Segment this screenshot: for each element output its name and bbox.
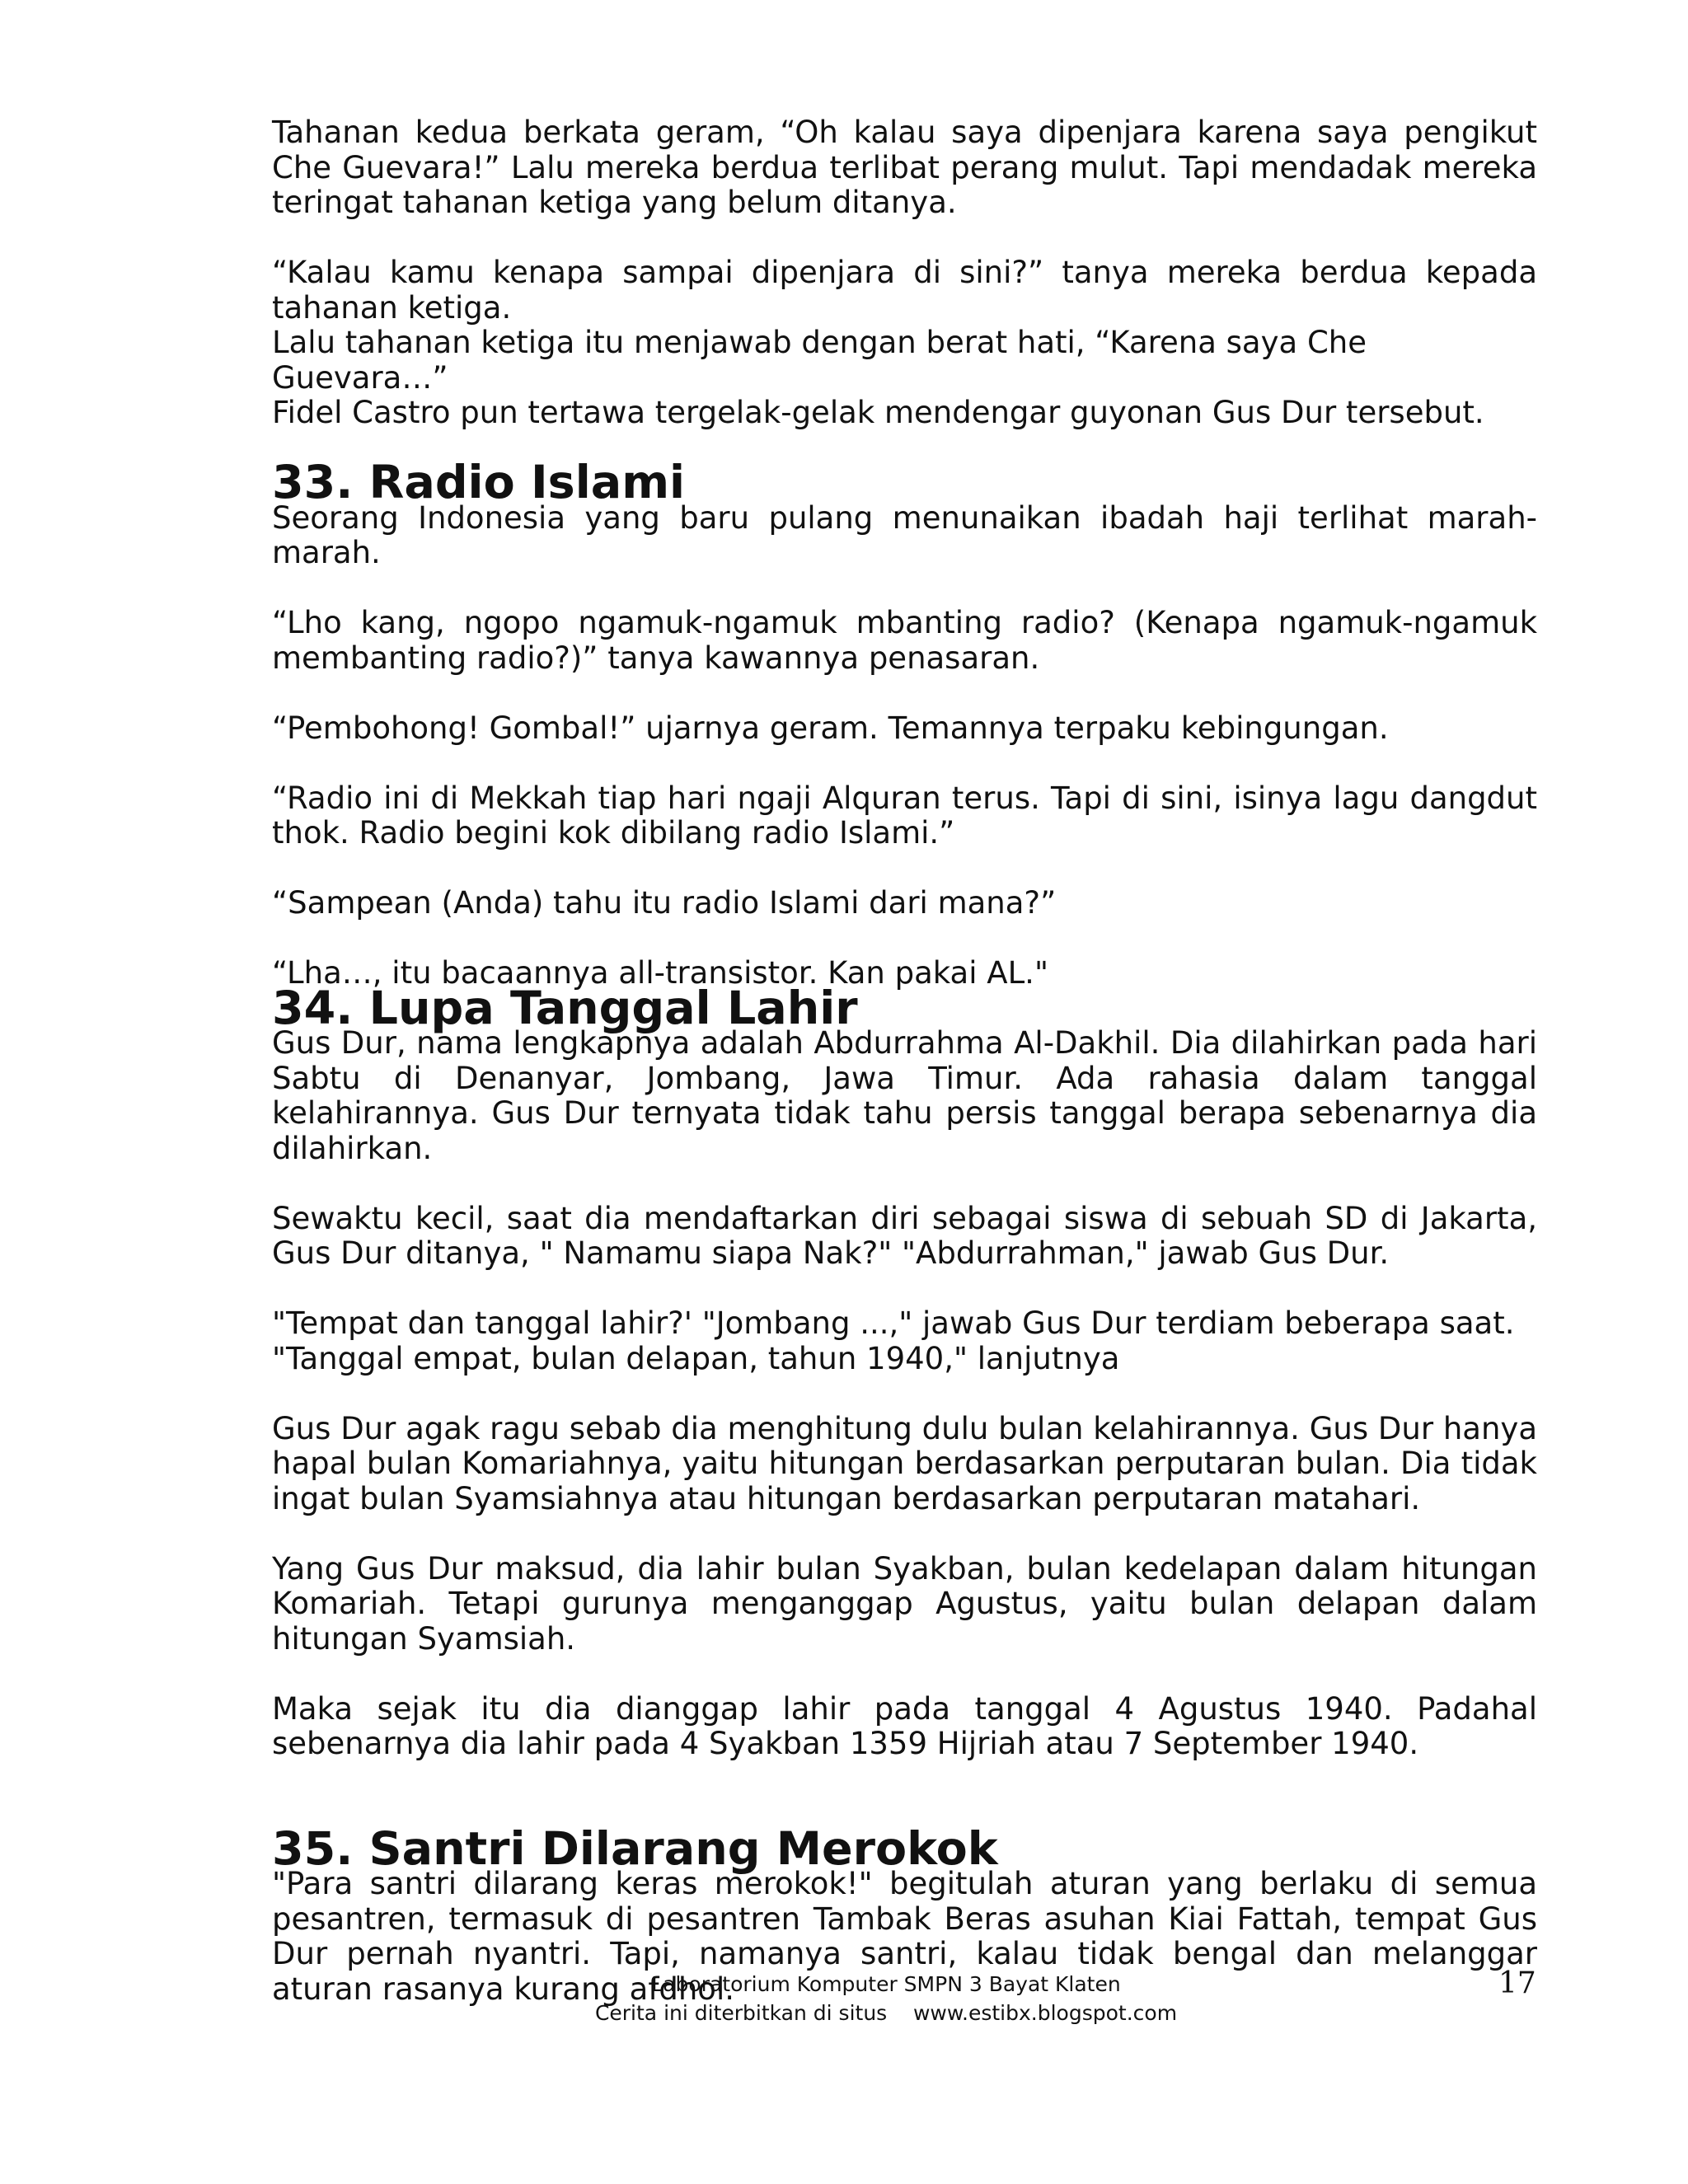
section-34-paragraph-2: Sewaktu kecil, saat dia mendaftarkan diri sebagai siswa di sebuah SD di Jakarta, Gus Dur ditanya, " Namamu siapa Nak?" "Abdurrahman," jawab Gus Dur. xyxy=(272,1200,1537,1271)
section-34-paragraph-4: "Tanggal empat, bulan delapan, tahun 1940," lanjutnya xyxy=(272,1340,1120,1376)
section-heading-santri-dilarang-merokok: 35. Santri Dilarang Merokok xyxy=(272,1821,998,1876)
page-footer xyxy=(0,1966,1688,2054)
section-35-paragraph-1: "Para santri dilarang keras merokok!" begitulah aturan yang berlaku di semua pesantren, termasuk di pesantren Tambak Beras asuhan Kiai Fattah, tempat Gus Dur pernah nyantri. Tapi, namanya santri, kalau tidak bengal dan melanggar aturan rasanya kurang afdhol. xyxy=(272,1866,1537,2007)
footer-lab-name: Laboratorium Komputer SMPN 3 Bayat Klaten xyxy=(651,1972,1121,1996)
section-34-paragraph-5: Gus Dur agak ragu sebab dia menghitung dulu bulan kelahirannya. Gus Dur hanya hapal bulan Komariahnya, yaitu hitungan berdasarkan perputaran bulan. Dia tidak ingat bulan Syamsiahnya atau hitungan berdasarkan perputaran matahari. xyxy=(272,1410,1537,1516)
intro-paragraph-1: Tahanan kedua berkata geram, “Oh kalau saya dipenjara karena saya pengikut Che Guevara!” Lalu mereka berdua terlibat perang mulut. Tapi mendadak mereka teringat tahanan ketiga yang belum ditanya. xyxy=(272,115,1537,220)
section-33-paragraph-2: “Lho kang, ngopo ngamuk-ngamuk mbanting radio? (Kenapa ngamuk-ngamuk membanting radio?)” tanya kawannya penasaran. xyxy=(272,605,1537,676)
section-33-paragraph-4: “Radio ini di Mekkah tiap hari ngaji Alquran terus. Tapi di sini, isinya lagu dangdut thok. Radio begini kok dibilang radio Islami.” xyxy=(272,780,1537,851)
page-content xyxy=(272,115,1537,2007)
section-33-paragraph-5: “Sampean (Anda) tahu itu radio Islami dari mana?” xyxy=(272,885,1057,921)
section-33-paragraph-6: “Lha…, itu bacaannya all-transistor. Kan pakai AL." xyxy=(272,955,1048,991)
section-heading-radio-islami: 33. Radio Islami xyxy=(272,456,686,509)
section-heading-lupa-tanggal-lahir: 34. Lupa Tanggal Lahir xyxy=(272,981,858,1035)
footer-site-credit: Cerita ini diterbitkan di situs www.estibx.blogspot.com xyxy=(594,2001,1178,2025)
section-34-paragraph-7: Maka sejak itu dia dianggap lahir pada tanggal 4 Agustus 1940. Padahal sebenarnya dia lahir pada 4 Syakban 1359 Hijriah atau 7 September 1940. xyxy=(272,1690,1537,1761)
intro-paragraph-4: Fidel Castro pun tertawa tergelak-gelak mendengar guyonan Gus Dur tersebut. xyxy=(272,395,1484,430)
intro-paragraph-2: “Kalau kamu kenapa sampai dipenjara di sini?” tanya mereka berdua kepada tahanan ketiga. xyxy=(272,255,1537,326)
section-34-paragraph-6: Yang Gus Dur maksud, dia lahir bulan Syakban, bulan kedelapan dalam hitungan Komariah. Tetapi gurunya menganggap Agustus, yaitu bulan delapan dalam hitungan Syamsiah. xyxy=(272,1550,1537,1657)
section-33-paragraph-3: “Pembohong! Gombal!” ujarnya geram. Temannya terpaku kebingungan. xyxy=(272,710,1389,746)
page-number: 17 xyxy=(1498,1966,1536,2000)
section-34-paragraph-3: "Tempat dan tanggal lahir?' "Jombang ...," jawab Gus Dur terdiam beberapa saat. xyxy=(272,1305,1515,1341)
section-34-paragraph-1: Gus Dur, nama lengkapnya adalah Abdurrahma Al-Dakhil. Dia dilahirkan pada hari Sabtu di Denanyar, Jombang, Jawa Timur. Ada rahasia dalam tanggal kelahirannya. Gus Dur ternyata tidak tahu persis tanggal berapa sebenarnya dia dilahirkan. xyxy=(272,1025,1537,1166)
section-33-paragraph-1: Seorang Indonesia yang baru pulang menunaikan ibadah haji terlihat marah-marah. xyxy=(272,499,1537,570)
intro-paragraph-3: Lalu tahanan ketiga itu menjawab dengan berat hati, “Karena saya Che Guevara…” xyxy=(272,325,1367,396)
